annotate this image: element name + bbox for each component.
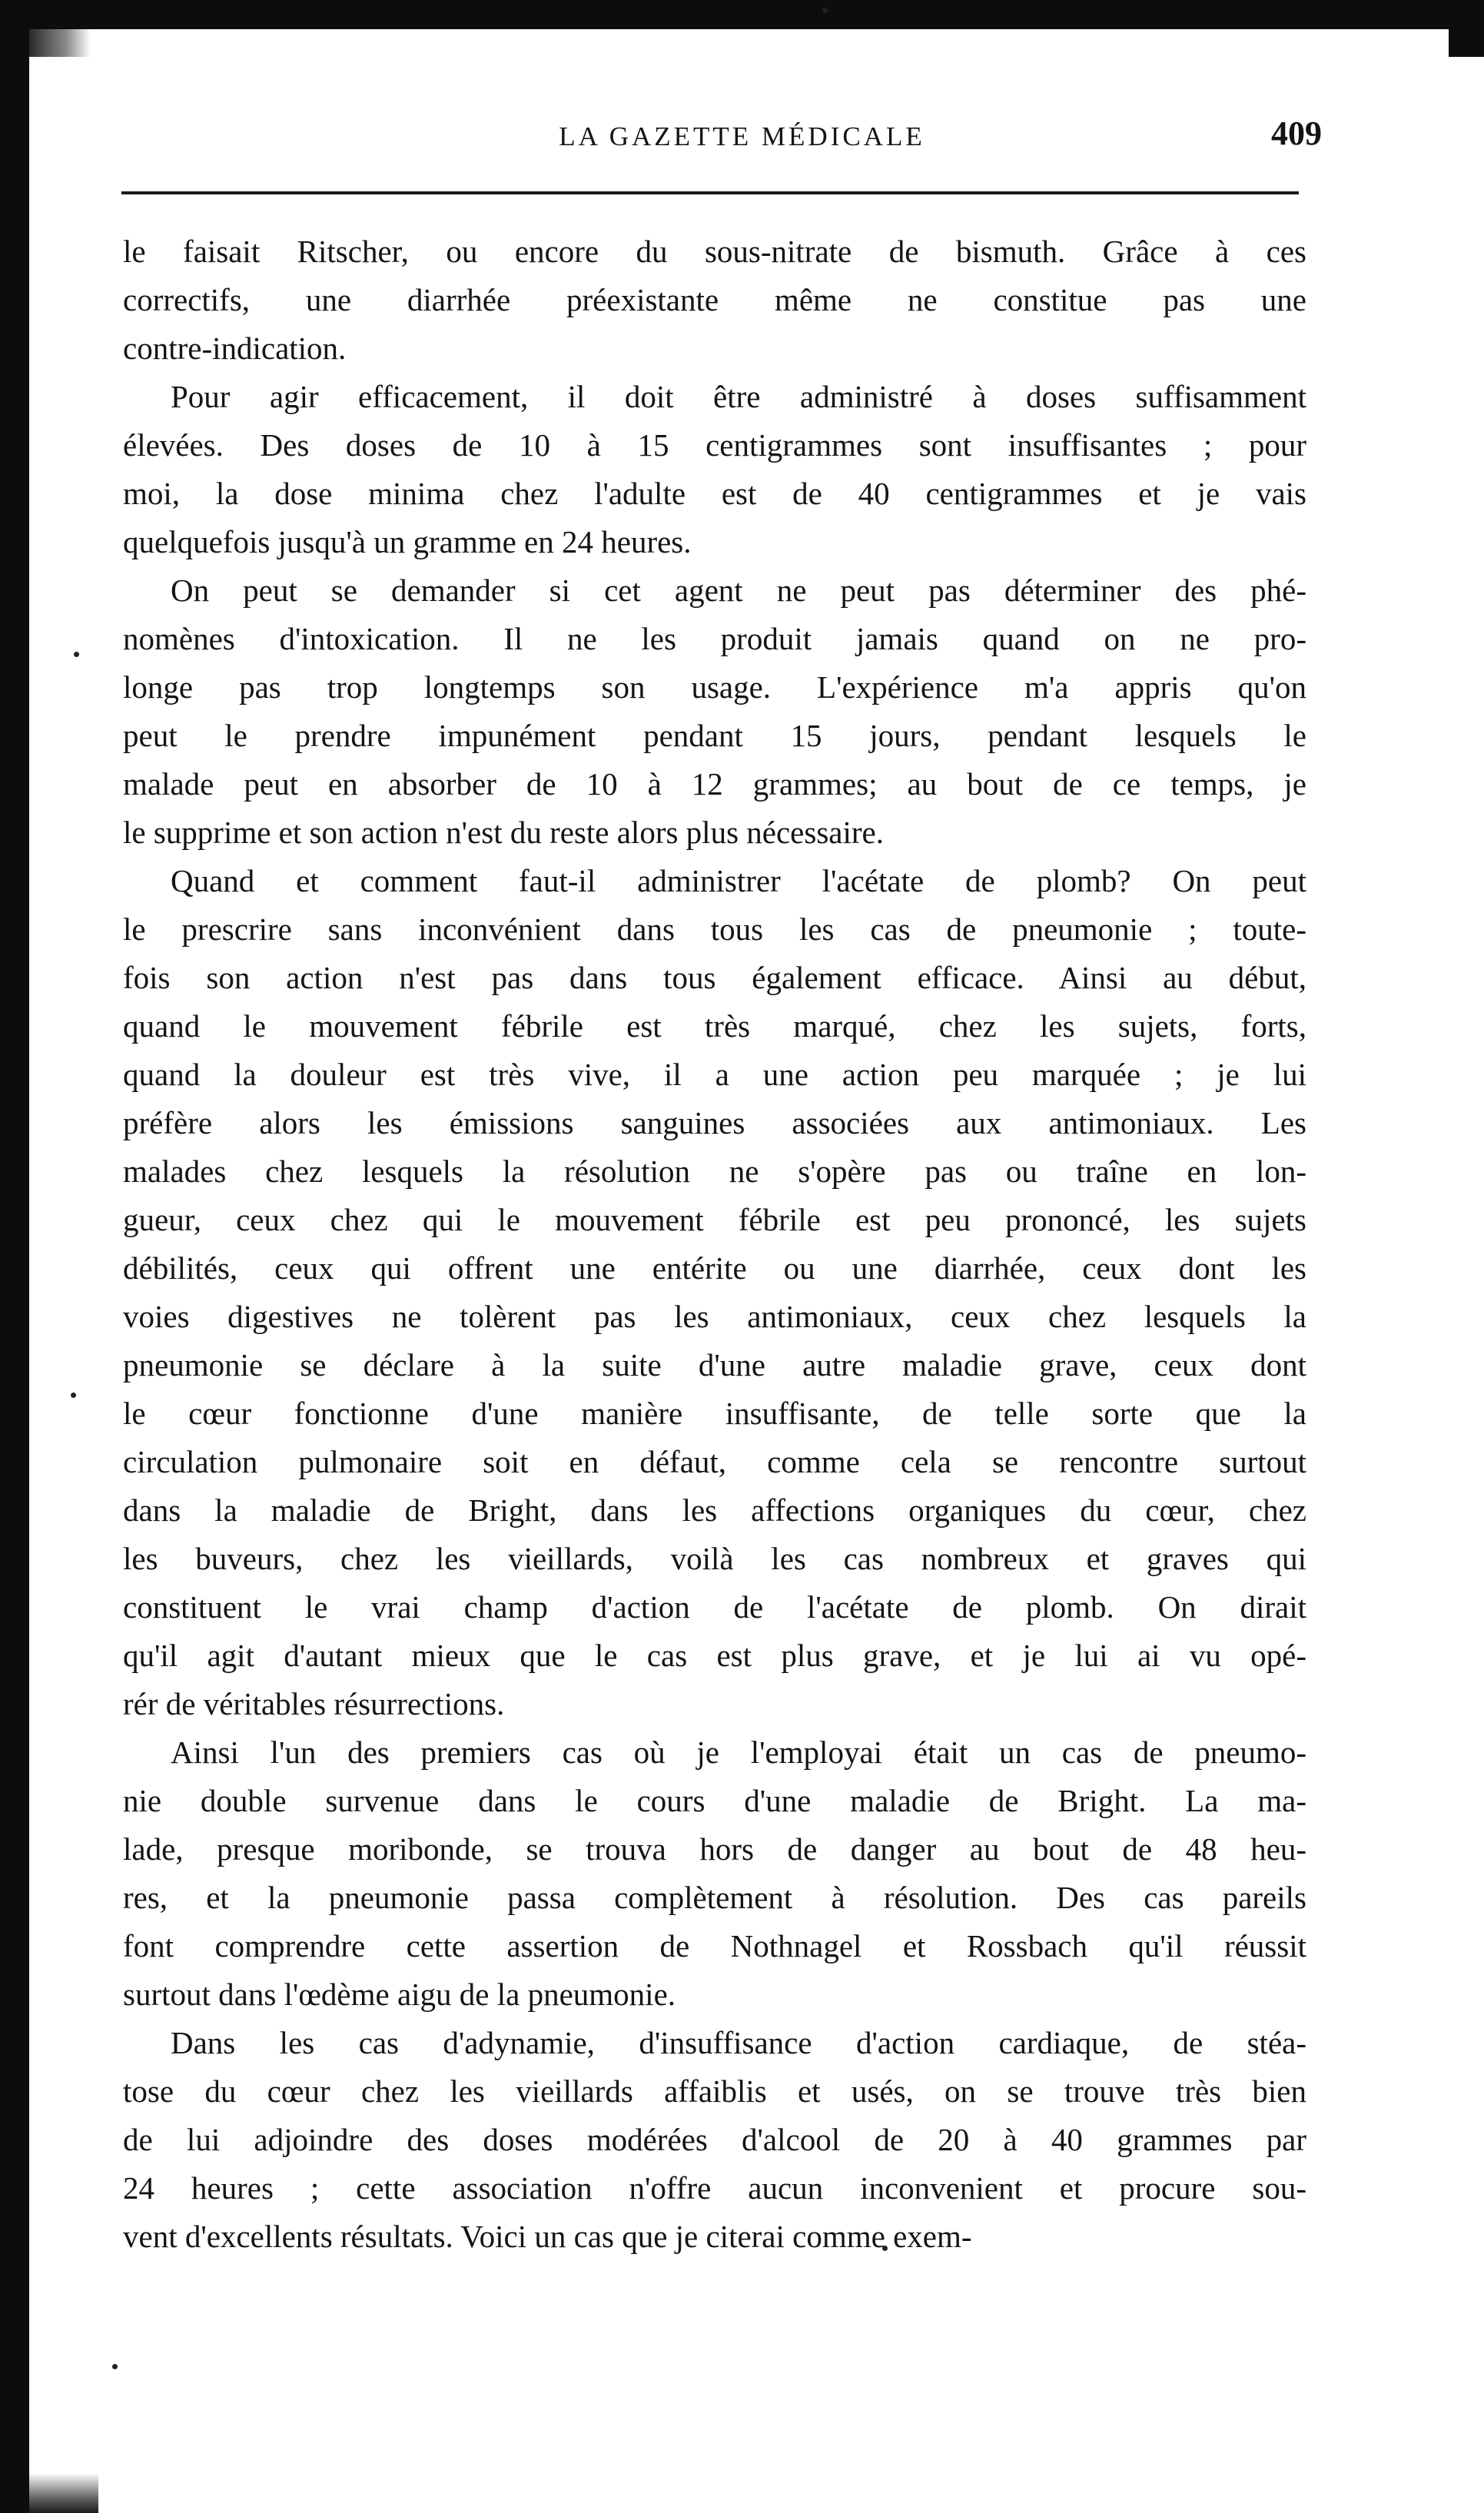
header-rule — [121, 191, 1299, 194]
scan-edge-left — [0, 0, 29, 2513]
running-title: LA GAZETTE MÉDICALE — [559, 121, 925, 151]
text-line: Quand et comment faut-il administrer l'acétate de plomb? On peut — [171, 863, 1306, 898]
text-line: quelquefois jusqu'à un gramme en 24 heures. — [123, 524, 692, 559]
scan-speck — [71, 1393, 76, 1398]
text-line: Dans les cas d'adynamie, d'insuffisance d'action cardiaque, de stéa- — [171, 2025, 1306, 2060]
text-line: contre-indication. — [123, 330, 347, 366]
text-line: On peut se demander si cet agent ne peut pas déterminer des phé- — [171, 573, 1306, 608]
text-line: pneumonie se déclare à la suite d'une autre maladie grave, ceux dont — [123, 1347, 1306, 1383]
text-line: gueur, ceux chez qui le mouvement fébrile est peu prononcé, les sujets — [123, 1202, 1306, 1237]
text-line: de lui adjoindre des doses modérées d'alcool de 20 à 40 grammes par — [123, 2122, 1306, 2157]
text-line: correctifs, une diarrhée préexistante même ne constitue pas une — [123, 282, 1306, 317]
paragraph — [123, 373, 1306, 566]
text-line: tose du cœur chez les vieillards affaiblis et usés, on se trouve très bien — [123, 2073, 1306, 2109]
scan-speck — [822, 8, 828, 13]
text-line: quand la douleur est très vive, il a une action peu marquée ; je lui — [123, 1057, 1306, 1092]
text-line: voies digestives ne tolèrent pas les antimoniaux, ceux chez lesquels la — [123, 1299, 1306, 1334]
text-line: le prescrire sans inconvénient dans tous les cas de pneumonie ; toute- — [123, 911, 1306, 947]
text-line: nie double survenue dans le cours d'une maladie de Bright. La ma- — [123, 1783, 1306, 1818]
text-line: font comprendre cette assertion de Nothnagel et Rossbach qu'il réussit — [123, 1928, 1306, 1964]
text-line: moi, la dose minima chez l'adulte est de 40 centigrammes et je vais — [123, 476, 1306, 511]
text-line: res, et la pneumonie passa complètement à résolution. Des cas pareils — [123, 1880, 1306, 1915]
text-line: les buveurs, chez les vieillards, voilà les cas nombreux et graves qui — [123, 1541, 1306, 1576]
text-line: peut le prendre impunément pendant 15 jours, pendant lesquels le — [123, 718, 1306, 753]
text-line: nomènes d'intoxication. Il ne les produit jamais quand on ne pro- — [123, 621, 1306, 656]
page-number: 409 — [1271, 115, 1322, 152]
text-line: fois son action n'est pas dans tous également efficace. Ainsi au début, — [123, 960, 1306, 995]
text-line: le cœur fonctionne d'une manière insuffisante, de telle sorte que la — [123, 1396, 1306, 1431]
text-line: quand le mouvement fébrile est très marqué, chez les sujets, forts, — [123, 1008, 1306, 1044]
body-text — [123, 227, 1306, 2261]
scan-edge-top-right — [1449, 0, 1484, 57]
text-line: Pour agir efficacement, il doit être administré à doses suffisamment — [171, 379, 1306, 414]
scan-edge-shadow — [29, 29, 91, 57]
text-line: rér de véritables résurrections. — [123, 1686, 505, 1721]
text-line: malade peut en absorber de 10 à 12 grammes; au bout de ce temps, je — [123, 766, 1306, 802]
text-line: Ainsi l'un des premiers cas où je l'employai était un cas de pneumo- — [171, 1735, 1306, 1770]
text-line: le faisait Ritscher, ou encore du sous-nitrate de bismuth. Grâce à ces — [123, 234, 1306, 269]
scan-edge-top — [0, 0, 1449, 29]
text-line: lade, presque moribonde, se trouva hors de danger au bout de 48 heu- — [123, 1831, 1306, 1867]
paragraph — [123, 227, 1306, 373]
paragraph — [123, 1728, 1306, 2019]
text-line: élevées. Des doses de 10 à 15 centigrammes sont insuffisantes ; pour — [123, 427, 1306, 463]
paragraph — [123, 2019, 1306, 2261]
text-line: le supprime et son action n'est du reste alors plus nécessaire. — [123, 815, 884, 850]
text-line: surtout dans l'œdème aigu de la pneumonie. — [123, 1977, 676, 2012]
paragraph — [123, 566, 1306, 857]
text-line: préfère alors les émissions sanguines associées aux antimoniaux. Les — [123, 1105, 1306, 1140]
text-line: longe pas trop longtemps son usage. L'expérience m'a appris qu'on — [123, 669, 1306, 705]
text-line: malades chez lesquels la résolution ne s'opère pas ou traîne en lon- — [123, 1154, 1306, 1189]
running-header — [0, 114, 1484, 160]
scan-edge-bottom-shadow — [29, 2473, 98, 2513]
text-line: circulation pulmonaire soit en défaut, comme cela se rencontre surtout — [123, 1444, 1306, 1479]
paragraph — [123, 857, 1306, 1728]
text-line: débilités, ceux qui offrent une entérite ou une diarrhée, ceux dont les — [123, 1250, 1306, 1286]
text-line: qu'il agit d'autant mieux que le cas est plus grave, et je lui ai vu opé- — [123, 1638, 1306, 1673]
scan-speck — [112, 2364, 118, 2369]
text-line: constituent le vrai champ d'action de l'acétate de plomb. On dirait — [123, 1589, 1306, 1625]
text-line: dans la maladie de Bright, dans les affections organiques du cœur, chez — [123, 1492, 1306, 1528]
scan-speck — [74, 652, 79, 657]
text-line: 24 heures ; cette association n'offre aucun inconvenient et procure sou- — [123, 2170, 1306, 2206]
text-line: vent d'excellents résultats. Voici un cas que je citerai comme exem- — [123, 2219, 972, 2254]
